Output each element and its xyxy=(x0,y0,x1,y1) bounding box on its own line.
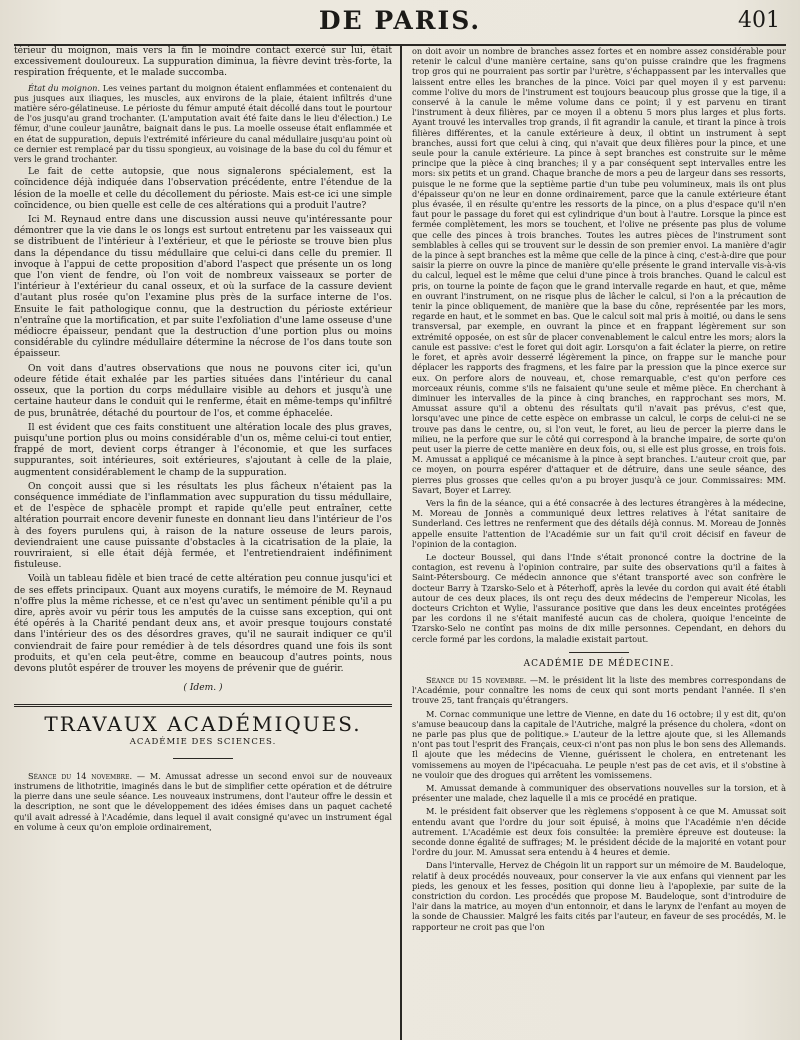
source-signature: ( Idem. ) xyxy=(183,683,223,694)
paragraph: Dans l'intervalle, Hervez de Chégoin lit un rapport sur un mémoire de M. Baudeloque, relatif à deux procédés nouveaux, pour conserver la vie aux enfans qui viennent par les pieds, les genoux et les fesses, position qui donne lieu à l'apoplexie, par suite de la constriction du cordon. Les procédés que propose M. Baudeloque, sont d'introduire de l'air dans la matrice, au moyen d'un entonnoir, et dans le larynx de l'enfant au moyen de la sonde de Chaussier. Malgré les faits cités par l'auteur, en faveur de ses procédés, M. le rapporteur ne croit pas que l'on xyxy=(412,860,786,932)
paragraph: Ici M. Reynaud entre dans une discussion aussi neuve qu'intéressante pour démontrer que la vie dans le os longs est surtout entretenu par les vaisseaux qui se distribuent de l'intérieur à l'extérieur, et que le périoste se trouve bien plus dans la dépendance du tissu médullaire que celui-ci dans celle du premier. Il invoque à l'appui de cette proposition d'abord l'aspect que présente un os long que l'on vient de fendre, où l'on voit de nombreux vaisseaux se porter de l'intérieur à l'extérieur du canal osseux, et où la surface de la cassure devient d'autant plus rosée qu'on l'examine plus près de la surface interne de l'os. Ensuite le fait pathologique connu, que la destruction du périoste extérieur n'entraîne que la mortification, et par suite l'exfoliation d'une lame osseuse d'une médiocre épaisseur, pendant que la destruction d'une portion plus ou moins considérable du cylindre médullaire détermine la nécrose de l'os dans toute son épaisseur. xyxy=(14,215,392,360)
paragraph: On voit dans d'autres observations que nous ne pouvons citer ici, qu'un odeure fétide était exhalée par les parties situées dans l'intérieur du canal osseux, que la portion du corps médullaire visible au dehors et jusqu'à une certaine hauteur dans le conduit qui le renferme, était en même-temps qu'infiltré de pus, brunâtrée, détaché du pourtour de l'os, et comme éphacelée. xyxy=(14,363,392,419)
paragraph: Le fait de cette autopsie, que nous signalerons spécialement, est la coïncidence déjà indiquée dans l'observation précédente, entre l'étendue de la lésion de la moelle et celle du décollement du périoste. Mais est-ce ici une simple coïncidence, ou bien quelle est celle de ces altérations qui a produit l'autre? xyxy=(14,167,392,211)
autopsy-note xyxy=(14,83,392,165)
subtitle-divider xyxy=(173,758,233,759)
seance-report xyxy=(14,771,392,832)
paragraph: On conçoit aussi que si les résultats les plus fâcheux n'étaient pas la conséquence immédiate de l'inflammation avec suppuration du tissu médullaire, et de l'espèce de sphacèle prompt et rapide qu'elle peut entraîner, cette altération pourrait encore devenir funeste en donnant lieu dans l'intérieur de l'os à des foyers purulens qui, à raison de la nature osseuse de leurs parois, deviendraient une cause puissante d'obstacles à la cicatrisation de la plaie, la rouvriraient, si elle était déjà fermée, et l'entretiendraient indéfiniment fistuleuse. xyxy=(14,481,392,571)
page-header xyxy=(14,4,786,46)
paragraph: M. le président fait observer que les règlemens s'opposent à ce que M. Amussat soit entendu avant que l'ordre du jour soit épuisé, à moins que l'Académie n'en décide autrement. L'Académie est deux fois consultée: la première épreuve est douteuse: la seconde donne égalité de suffrages; M. le président décide de la majorité en votant pour l'ordre du jour. M. Amussat sera entendu à 4 heures et demie. xyxy=(412,806,786,858)
columns xyxy=(14,46,786,1040)
right-column xyxy=(412,46,786,1040)
section-divider xyxy=(14,704,392,707)
paragraph: on doit avoir un nombre de branches assez fortes et en nombre assez considérable pour retenir le calcul d'une manière certaine, sans qu'on puisse craindre que les fragmens trop gros qui ne pourraient pas sortir par l'urètre, s'échappassent par les intervalles que laissent entre elles les branches de la pince. Voici par quel moyen il y est parvenu: comme l'olive du mors de l'instrument est toujours beaucoup plus grosse que la tige, il a conservé à la canule le même volume dans ce point; il y est parvenu en tirant l'instrument à deux filières, par ce moyen il a obtenu 5 mors plus larges et plus forts. Ayant trouvé les intervalles trop grands, il fit agrandir la canule, et tirant la pince à trois filières différentes, et la canule extérieure à deux, il obtint un instrument à sept branches, aussi fort que celui à cinq, qui n'avait que deux filières pour la pince, et une seule pour la canule extérieure. La pince à sept branches est construite sur le même principe que la pièce à cinq branches; il y a par conséquent sept intervalles entre les mors: six petits et un grand. Chaque branche de mors a peu de largeur dans ses ressorts, puisque le ne forme que la septième partie d'un tube peu volumineux, mais ils ont plus d'épaisseur qu'on ne leur en donne ordinairement, parce que la canule extérieure étant plus évasée, il en résulte qu'entre les ressorts de la pince, on a plus d'espace qu'il n'en faut pour le passage du foret qui est cylindrique d'un bout à l'autre. Lorsque la pince est fermée complètement, les mors se touchent, et l'olive ne présente pas plus de volume que celle des pinces à trois branches. Toutes les autres pièces de l'instrument sont semblables à celles qui se trouvent sur le dessin de son premier envoi. La manière d'agir de la pince à sept branches est la même que celle de la pince à cinq, c'est-à-dire que pour saisir la pierre on ouvre la pince de manière qu'elle présente le grand intervalle vis-à-vis du calcul, lequel est le même que celui d'une pince à trois branches. Quand le calcul est pris, on tourne la pointe de façon que le grand intervalle regarde en haut, et que, même en ouvrant l'instrument, on ne risque plus de lâcher le calcul, si l'on a la précaution de tenir la pince obliquement, de manière que la base du cône, représentée par les mors, regarde en haut, et le sommet en bas. Que le calcul soit mal pris à moitié, ou dans le sens transversal, par exemple, en ouvrant la pince et en frappant légèrement sur son extrémité opposée, on est sûr de placer convenablement le calcul entre les mors; alors la canule est passive: c'est le foret qui doit agir. Lorsqu'on a fait éclater la pierre, on retire le foret, et après avoir desserré légèrement la pince, on frappe sur le manche pour déplacer les rapports des fragmens, et les faire par la pression que la pince exerce sur eux. On perfore alors de nouveau, et, chose remarquable, c'est qu'on perfore ces morceaux réunis, comme s'ils ne faisaient qu'une seule et même pièce. En cherchant à diminuer les intervalles de la pince à cinq branches, en rapprochant ses mors, M. Amussat assure qu'il a obtenu des résultats qu'il n'avait pas prévus, c'est que, lorsqu'avec une pince de cette espèce on embrasse un calcul, le corps de celui-ci ne se trouve pas dans le centre, ou, si l'on veut, le foret, au lieu de percer la pierre dans le milieu, ne la perfore que sur le côté qui correspond à la branche impaire, de sorte qu'on peut user la pierre de cette manière en deux fois, ou, si elle est plus grosse, en trois fois. M. Amussat a appliqué ce mécanisme à la pince à sept branches. L'auteur croit que, par ce moyen, on pourra espérer d'attaquer et de détruire, dans une seule séance, des pierres plus grosses que celles qu'on a pu broyer jusqu'à ce jour. Commissaires: MM. Savart, Boyer et Larrey. xyxy=(412,46,786,495)
seance-heading: Séance du 14 novembre. xyxy=(28,770,133,781)
section-subtitle: ACADÉMIE DES SCIENCES. xyxy=(129,736,277,747)
paragraph: térieur du moignon, mais vers la fin le moindre contact exercé sur lui, était excessivement douloureux. La suppuration diminua, la fièvre devint très-forte, la respiration fréquente, et le malade succomba. xyxy=(14,46,392,79)
paragraph-heading: État du moignon. xyxy=(28,82,101,93)
paragraph: M. Amussat demande à communiquer des observations nouvelles sur la torsion, et à présenter une malade, chez laquelle il a mis ce procédé en pratique. xyxy=(412,783,786,804)
paragraph: —M. le président lit la liste des membres correspondans de l'Académie, pour connaître les noms de ceux qui sont morts pendant l'année. Il s'en trouve 25, tant français qu'étrangers. xyxy=(412,674,786,706)
paragraph: — M. Amussat adresse un second envoi sur de nouveaux instrumens de lithotritie, imaginés dans le but de simplifier cette opération et de détruire la pierre dans une seule séance. Les nouveaux instrumens, dont l'auteur offre le dessin et la description, ne sont que le développement des idées émises dans un paquet cacheté qu'il avait adressé à l'Académie, dans lequel il avait consigné qu'avec un instrument égal en volume à ceux qu'on emploie ordinairement, xyxy=(14,770,392,832)
paragraph: Le docteur Boussel, qui dans l'Inde s'était prononcé contre la doctrine de la contagion, est revenu à l'opinion contraire, par suite des observations qu'il a faites à Saint-Pétersbourg. Ce médecin annonce que s'étant transporté avec son confrère le docteur Barry à Tzarsko-Selo et à Péterhoff, après la levée du cordon qui avait été établi autour de ces deux places, ils ont reçu des deux médecins de l'empereur Nicolas, les docteurs Crichton et Wylie, l'assurance positive que dans les deux enceintes protégées par les cordons il ne s'était manifesté aucun cas de cholera, quoique l'enceinte de Tzarsko-Selo ne contînt pas moins de dix mille personnes. Cependant, en dehors du cercle formé par les cordons, la maladie existait partout. xyxy=(412,551,786,644)
section-title: TRAVAUX ACADÉMIQUES. xyxy=(44,712,362,737)
paragraph: Il est évident que ces faits constituent une altération locale des plus graves, puisqu'une portion plus ou moins considérable d'un os, même celui-ci tout entier, frappé de mort, devient corps étranger à l'économie, et que les surfaces suppurantes, soit intérieures, soit extérieures, s'ajoutant à celle de la plaie, augmentent considérablement le champ de la suppuration. xyxy=(14,422,392,478)
column-rule xyxy=(400,46,402,1040)
left-column xyxy=(14,46,392,1040)
paragraph: Vers la fin de la séance, qui a été consacrée à des lectures étrangères à la médecine, M. Moreau de Jonnès a communiqué deux lettres relatives à l'état sanitaire de Sunderland. Ces lettres ne renferment que des détails déjà connus. M. Moreau de Jonnès appelle ensuite l'attention de l'Académie sur un fait qu'il croit décisif en faveur de l'opinion de la contagion. xyxy=(412,497,786,549)
paragraph: Les veines partant du moignon étaient enflammées et contenaient du pus jusques aux iliaques, les muscles, aux environs de la plaie, étaient infiltrés d'une matière séro-gélatineuse. Le périoste du fémur amputé était décollé dans tout le pourtour de l'os jusqu'au grand trochanter. (L'amputation avait été faite dans le lieu d'élection.) Le fémur, d'une couleur jaunâtre, baignait dans le pus. La moelle osseuse était enflammée et en état de suppuration, depuis l'extrémité inférieure du canal médullaire jusqu'au point où ce dernier est remplacé par du tissu spongieux, au voisinage de la base du col du fémur et vers le grand trochanter. xyxy=(14,82,392,165)
section-divider xyxy=(569,652,629,653)
paragraph: M. Cornac communique une lettre de Vienne, en date du 16 octobre; il y est dit, qu'on s'amuse beaucoup dans la capitale de l'Autriche, malgré la présence du cholera, «dont on ne parle pas plus que de politique.» L'auteur de la lettre ajoute que, si les Allemands n'ont pas tout l'esprit des Français, ceux-ci n'ont pas non plus le bon sens des Allemands. Il ajoute que les médecins de Vienne, guérissent le cholera, en entretenant les vomissemens au moyen de l'ipécacuaha. Le peuple n'est pas de cet avis, et il s'obstine à ne vouloir que des drogues qui arrêtent les vomissemens. xyxy=(412,708,786,780)
page-number: 401 xyxy=(738,8,780,33)
seance-heading: Séance du 15 novembre. xyxy=(426,674,527,685)
section-title: ACADÉMIE DE MÉDECINE. xyxy=(523,658,675,669)
running-title: DE PARIS. xyxy=(318,6,482,35)
paragraph: Voilà un tableau fidèle et bien tracé de cette altération peu connue jusqu'ici et de ses effets principaux. Quant aux moyens curatifs, le mémoire de M. Reynaud n'offre plus la même richesse, et ce n'est qu'avec un sentiment pénible qu'il a pu dire, après avoir vu périr tous les amputés de la cuisse sans exception, qui ont été opérés à la Charité pendant deux ans, et avoir presque toujours constaté dans l'intérieur des os des désordres graves, qu'il ne saurait indiquer ce qu'il conviendrait de faire pour remédier à de tels désordres quand une fois ils sont produits, et qu'en cela peut-être, comme en beaucoup d'autres points, nous devons plutôt espérer de trouver les moyens de prévenir que de guérir. xyxy=(14,574,392,674)
